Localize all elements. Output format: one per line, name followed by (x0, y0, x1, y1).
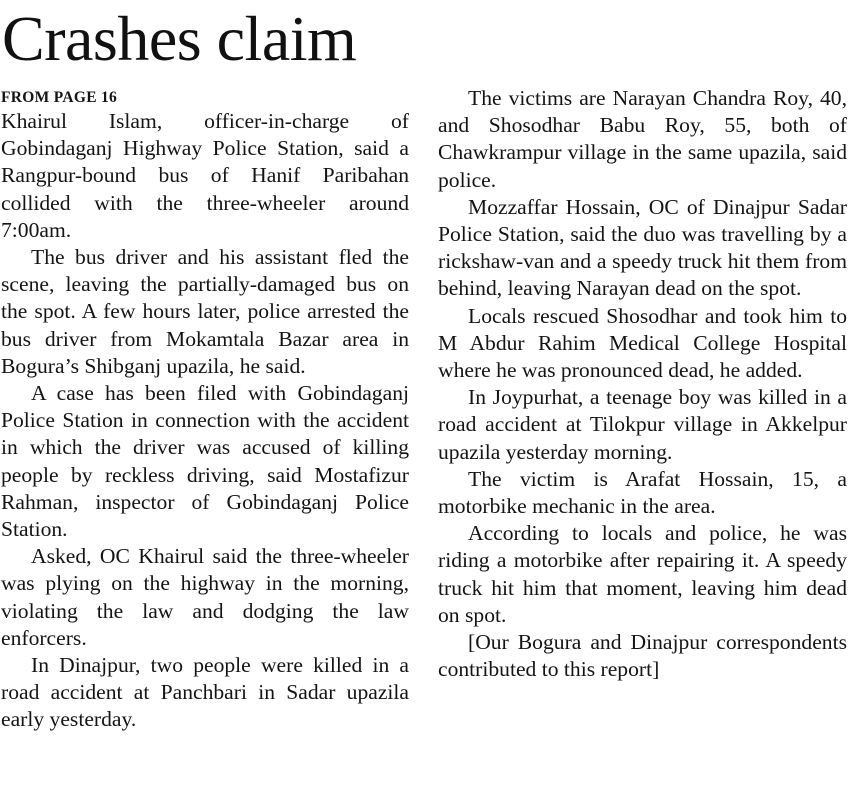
article-paragraph: Asked, OC Khairul said the three-wheeler was plying on the highway in the morning, violating the law and dodging the law enforcers. (1, 544, 409, 650)
article-paragraph: Mozzaffar Hossain, OC of Dinajpur Sadar Police Station, said the duo was travelling by a rickshaw-van and a speedy truck hit them from behind, leaving Narayan dead on the spot. (438, 194, 847, 301)
article-paragraph: A case has been filed with Gobindaganj Police Station in connection with the accident in which the driver was accused of killing people by reckless driving, said Mostafizur Rahman, inspector of Gobindaganj Police Station. (1, 381, 409, 542)
article-paragraph: According to locals and police, he was riding a motorbike after repairing it. A speedy truck hit him that moment, leaving him dead on spot. (438, 521, 847, 627)
left-column (1, 88, 409, 734)
article-paragraph: The bus driver and his assistant fled the scene, leaving the partially-damaged bus on the spot. A few hours later, police arrested the bus driver from Mokamtala Bazar area in Bogura’s Shibganj upazila, he said. (1, 245, 409, 378)
article-paragraph: In Joypurhat, a teenage boy was killed in a road accident at Tilokpur village in Akkelpur upazila yesterday morning. (438, 385, 847, 464)
article-paragraph: The victims are Narayan Chandra Roy, 40, and Shosodhar Babu Roy, 55, both of Chawkrampur village in the same upazila, said police. (438, 86, 847, 192)
article-paragraph: Locals rescued Shosodhar and took him to M Abdur Rahim Medical College Hospital where he was pronounced dead, he added. (438, 303, 847, 383)
article-paragraph: In Dinajpur, two people were killed in a road accident at Panchbari in Sadar upazila early yesterday. (1, 653, 409, 732)
article-paragraph: [Our Bogura and Dinajpur correspondents contributed to this report] (438, 630, 847, 682)
article-paragraph: Khairul Islam, officer-in-charge of Gobindaganj Highway Police Station, said a Rangpur-bound bus of Hanif Paribahan collided with the three-wheeler around 7:00am. (1, 109, 409, 242)
headline: Crashes claim (2, 3, 357, 74)
article-paragraph: The victim is Arafat Hossain, 15, a motorbike mechanic in the area. (438, 466, 847, 519)
jumpline: FROM PAGE 16 (1, 89, 118, 106)
right-column (438, 85, 847, 683)
